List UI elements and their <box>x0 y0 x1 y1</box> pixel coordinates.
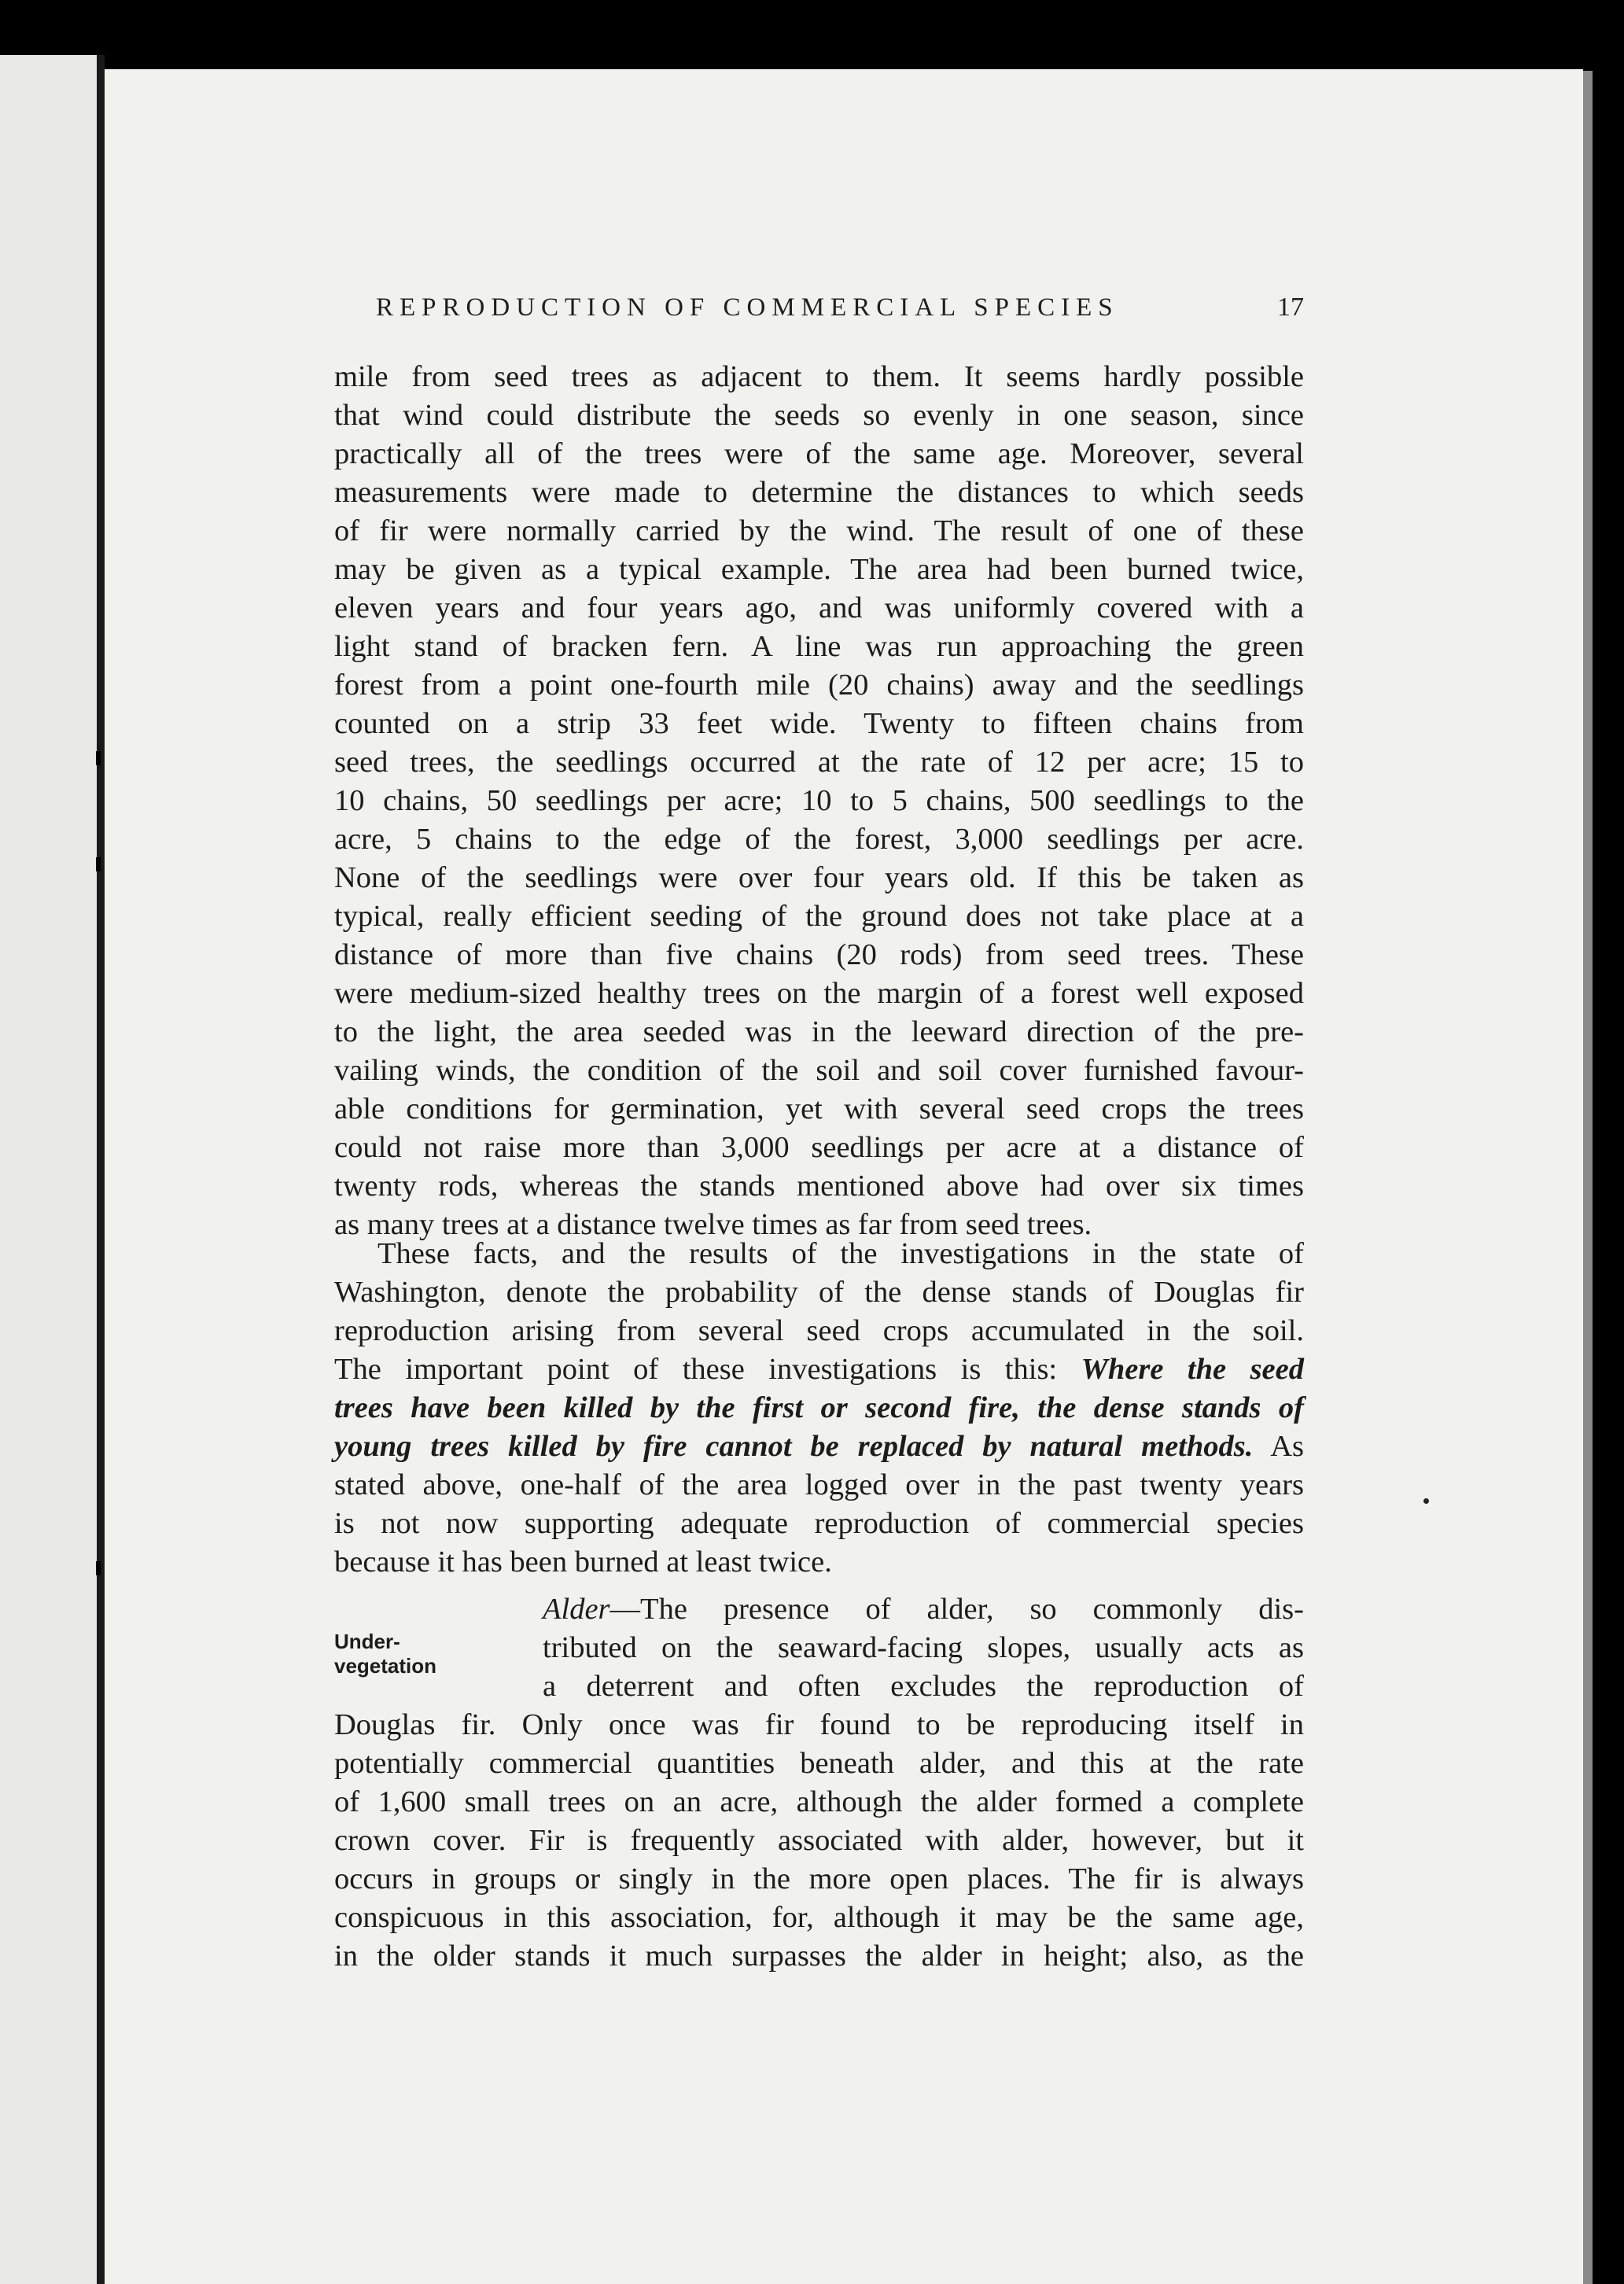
text-line: able conditions for germination, yet with several seed crops the trees <box>334 1092 1304 1125</box>
text-line: counted on a strip 33 feet wide. Twenty to fifteen chains from <box>334 707 1304 740</box>
book-binding <box>97 55 105 2284</box>
margin-note <box>334 1630 436 1678</box>
margin-note-line: Under- <box>334 1630 400 1653</box>
text-line: Douglas fir. Only once was fir found to be reproducing itself in <box>334 1708 1304 1741</box>
paragraph-2 <box>334 1235 1304 1582</box>
text-line: eleven years and four years ago, and was uniformly covered with a <box>334 591 1304 624</box>
text-span: —The presence of alder, so commonly dis- <box>609 1593 1304 1626</box>
text-line: mile from seed trees as adjacent to them. It seems hardly possible <box>334 360 1304 393</box>
text-line: light stand of bracken fern. A line was run approaching the green <box>334 630 1304 663</box>
text-line: These facts, and the results of the investigations in the state of <box>377 1237 1304 1270</box>
paragraph-1 <box>334 358 1304 1244</box>
text-line: forest from a point one-fourth mile (20 chains) away and the seedlings <box>334 669 1304 702</box>
text-line: twenty rods, whereas the stands mentioned above had over six times <box>334 1170 1304 1203</box>
text-line: conspicuous in this association, for, although it may be the same age, <box>334 1901 1304 1934</box>
text-line: were medium-sized healthy trees on the margin of a forest well exposed <box>334 977 1304 1010</box>
margin-note-line: vegetation <box>334 1654 437 1678</box>
text-line: acre, 5 chains to the edge of the forest, 3,000 seedlings per acre. <box>334 823 1304 856</box>
facing-page-edge <box>0 55 98 2284</box>
running-header <box>376 293 1304 322</box>
text-span: The important point of these investigations is this: <box>334 1353 1081 1386</box>
text-line: potentially commercial quantities beneath alder, and this at the rate <box>334 1747 1304 1780</box>
text-line: distance of more than five chains (20 rods) from seed trees. These <box>334 938 1304 971</box>
text-line: reproduction arising from several seed crops accumulated in the soil. <box>334 1314 1304 1347</box>
text-line <box>334 1428 1304 1466</box>
text-line: vailing winds, the condition of the soil and soil cover furnished favour- <box>334 1054 1304 1087</box>
text-line: that wind could distribute the seeds so evenly in one season, since <box>334 399 1304 432</box>
paragraph-3-indented <box>543 1590 1304 1706</box>
text-line: of fir were normally carried by the wind. The result of one of these <box>334 514 1304 547</box>
text-line: may be given as a typical example. The area had been burned twice, <box>334 553 1304 586</box>
text-span: As <box>1253 1430 1304 1463</box>
text-line: a deterrent and often excludes the reproduction of <box>543 1670 1304 1703</box>
text-line: practically all of the trees were of the same age. Moreover, several <box>334 437 1304 470</box>
subject-heading: Alder <box>543 1593 610 1626</box>
page-edge-shadow <box>1583 71 1593 2284</box>
text-line: because it has been burned at least twice. <box>334 1545 832 1579</box>
text-line: occurs in groups or singly in the more open places. The fir is always <box>334 1862 1304 1895</box>
emphasis-line: trees have been killed by the first or second fire, the dense stands of <box>334 1391 1304 1424</box>
text-line: in the older stands it much surpasses the alder in height; also, as the <box>334 1940 1304 1973</box>
text-line: could not raise more than 3,000 seedlings per acre at a distance of <box>334 1131 1304 1164</box>
paragraph-3 <box>334 1706 1304 1976</box>
text-line: to the light, the area seeded was in the leeward direction of the pre- <box>334 1015 1304 1048</box>
text-line <box>543 1590 1304 1629</box>
emphasis-text: Where the seed <box>1081 1353 1304 1386</box>
text-line: seed trees, the seedlings occurred at the rate of 12 per acre; 15 to <box>334 746 1304 779</box>
text-line: as many trees at a distance twelve times as far from seed trees. <box>334 1208 1092 1241</box>
text-line: crown cover. Fir is frequently associated with alder, however, but it <box>334 1824 1304 1857</box>
text-line: typical, really efficient seeding of the ground does not take place at a <box>334 900 1304 933</box>
text-line <box>334 1350 1304 1389</box>
emphasis-text: young trees killed by fire cannot be replaced by natural methods. <box>334 1430 1254 1463</box>
text-line: tributed on the seaward-facing slopes, usually acts as <box>543 1631 1304 1664</box>
page-number: 17 <box>1277 293 1304 322</box>
text-line: Washington, denote the probability of the dense stands of Douglas fir <box>334 1276 1304 1309</box>
text-line: None of the seedlings were over four years old. If this be taken as <box>334 861 1304 894</box>
binding-mark <box>96 751 101 765</box>
binding-mark <box>96 1561 101 1575</box>
running-title: REPRODUCTION OF COMMERCIAL SPECIES <box>376 293 1119 322</box>
text-line: 10 chains, 50 seedlings per acre; 10 to 5 chains, 500 seedlings to the <box>334 784 1304 817</box>
text-line: measurements were made to determine the distances to which seeds <box>334 476 1304 509</box>
speck <box>1423 1498 1429 1504</box>
binding-mark <box>96 857 101 871</box>
text-line: of 1,600 small trees on an acre, although the alder formed a complete <box>334 1785 1304 1818</box>
text-line: stated above, one-half of the area logged over in the past twenty years <box>334 1468 1304 1501</box>
text-line: is not now supporting adequate reproduction of commercial species <box>334 1507 1304 1540</box>
